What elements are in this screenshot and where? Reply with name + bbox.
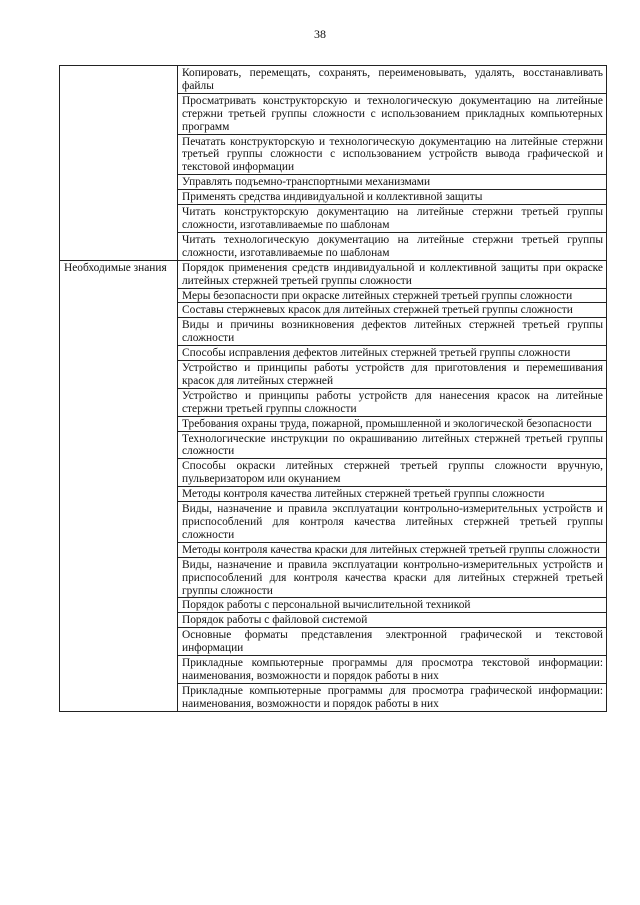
requirement-item: Печатать конструкторскую и технологическую документацию на литейные стержни третьей группы сложности с использованием устройств вывода графической и текстовой информации [178, 134, 607, 175]
requirement-item: Читать конструкторскую документацию на литейные стержни третьей группы сложности, изготавливаемые по шаблонам [178, 205, 607, 233]
requirement-item: Копировать, перемещать, сохранять, переименовывать, удалять, восстанавливать файлы [178, 66, 607, 94]
requirement-item: Порядок применения средств индивидуальной и коллективной защиты при окраске литейных стержней третьей группы сложности [178, 260, 607, 288]
section-label-skills [60, 66, 178, 261]
requirement-item: Составы стержневых красок для литейных стержней третьей группы сложности [178, 303, 607, 318]
requirement-item: Порядок работы с файловой системой [178, 613, 607, 628]
table-row [60, 260, 607, 288]
requirement-item: Способы окраски литейных стержней третьей группы сложности вручную, пульверизатором или окунанием [178, 459, 607, 487]
requirement-item: Меры безопасности при окраске литейных стержней третьей группы сложности [178, 288, 607, 303]
requirement-item: Методы контроля качества краски для литейных стержней третьей группы сложности [178, 542, 607, 557]
requirement-item: Читать технологическую документацию на литейные стержни третьей группы сложности, изготавливаемые по шаблонам [178, 232, 607, 260]
page-number: 38 [314, 27, 326, 41]
requirement-item: Виды, назначение и правила эксплуатации контрольно-измерительных устройств и приспособлений для контроля качества краски для литейных стержней третьей группы сложности [178, 557, 607, 598]
requirement-item: Устройство и принципы работы устройств для приготовления и перемешивания красок для литейных стержней [178, 361, 607, 389]
requirement-item: Виды, назначение и правила эксплуатации контрольно-измерительных устройств и приспособлений для контроля качества литейных стержней третьей группы сложности [178, 502, 607, 543]
requirement-item: Управлять подъемно-транспортными механизмами [178, 175, 607, 190]
requirements-table-body [60, 66, 607, 712]
requirement-item: Технологические инструкции по окрашиванию литейных стержней третьей группы сложности [178, 431, 607, 459]
section-label-knowledge: Необходимые знания [60, 260, 178, 711]
requirement-item: Способы исправления дефектов литейных стержней третьей группы сложности [178, 346, 607, 361]
requirement-item: Порядок работы с персональной вычислительной техникой [178, 598, 607, 613]
requirement-item: Прикладные компьютерные программы для просмотра графической информации: наименования, возможности и порядок работы в них [178, 683, 607, 711]
requirement-item: Применять средства индивидуальной и коллективной защиты [178, 190, 607, 205]
requirement-item: Методы контроля качества литейных стержней третьей группы сложности [178, 487, 607, 502]
requirement-item: Устройство и принципы работы устройств для нанесения красок на литейные стержни третьей группы сложности [178, 388, 607, 416]
requirement-item: Прикладные компьютерные программы для просмотра текстовой информации: наименования, возможности и порядок работы в них [178, 656, 607, 684]
table-row [60, 66, 607, 94]
requirement-item: Основные форматы представления электронной графической и текстовой информации [178, 628, 607, 656]
requirement-item: Просматривать конструкторскую и технологическую документацию на литейные стержни третьей группы сложности с использованием прикладных компьютерных программ [178, 93, 607, 134]
requirement-item: Виды и причины возникновения дефектов литейных стержней третьей группы сложности [178, 318, 607, 346]
requirement-item: Требования охраны труда, пожарной, промышленной и экологической безопасности [178, 416, 607, 431]
requirements-table [59, 65, 607, 712]
